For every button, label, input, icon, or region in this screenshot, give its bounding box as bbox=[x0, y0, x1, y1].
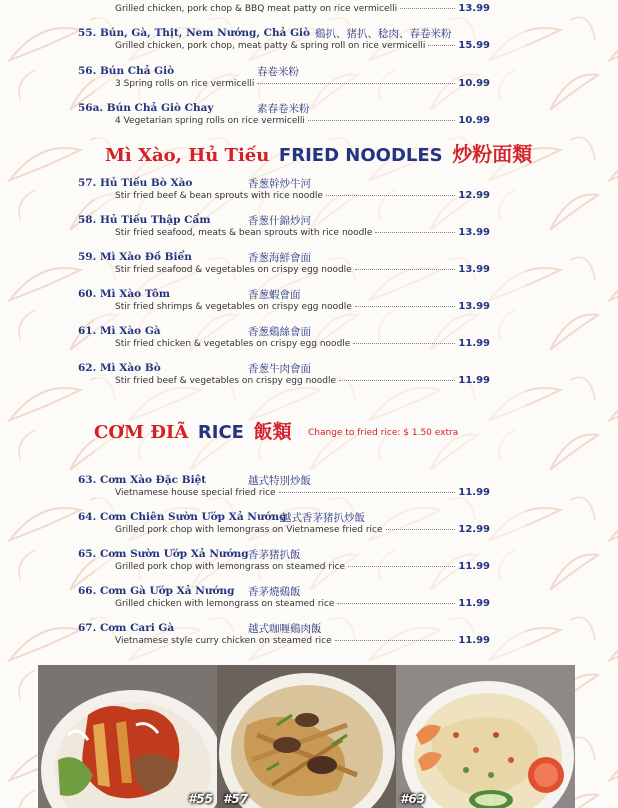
item-description: 3 Spring rolls on rice vermicelli bbox=[115, 79, 255, 89]
item-description: Grilled pork chop with lemongrass on steamed rice bbox=[115, 562, 346, 572]
item-name: 56a. Bún Chả Giò Chay bbox=[78, 102, 214, 114]
section-title-rice bbox=[94, 417, 292, 444]
item-price: 11.99 bbox=[458, 598, 490, 609]
item-chinese-name: 香茅燒鷄飯 bbox=[248, 586, 301, 598]
item-chinese-name: 越式香茅猪扒炒飯 bbox=[281, 512, 365, 524]
food-photo-strip bbox=[38, 665, 575, 808]
fried-rice-plate-illustration bbox=[396, 665, 575, 808]
item-description: Vietnamese style curry chicken on steamed rice bbox=[115, 636, 332, 646]
item-chinese-name: 春卷米粉 bbox=[257, 66, 299, 78]
item-price: 15.99 bbox=[458, 40, 490, 51]
item-chinese-name: 香葱海鮮會面 bbox=[248, 252, 311, 264]
item-name: 63. Cơm Xào Đặc Biệt bbox=[78, 474, 207, 486]
item-price: 11.99 bbox=[458, 375, 490, 386]
item-description: Stir fried beef & bean sprouts with rice noodle bbox=[115, 191, 323, 201]
stir-fried-noodle-illustration bbox=[217, 665, 396, 808]
item-description: Stir fried beef & vegetables on crispy egg noodle bbox=[115, 376, 337, 386]
dish-photo-63 bbox=[396, 665, 575, 808]
item-description: Grilled chicken, pork chop & BBQ meat patty on rice vermicelli bbox=[115, 4, 398, 14]
section-title-english: RICE bbox=[197, 422, 244, 443]
photo-label-63: #63 bbox=[400, 792, 426, 806]
section-title-vietnamese: CƠM ĐIÃ bbox=[94, 422, 189, 443]
item-description: 4 Vegetarian spring rolls on rice vermicelli bbox=[115, 116, 305, 126]
item-price: 10.99 bbox=[458, 78, 490, 89]
item-price: 11.99 bbox=[458, 561, 490, 572]
item-price: 13.99 bbox=[458, 3, 490, 14]
item-price: 12.99 bbox=[458, 524, 490, 535]
item-name: 65. Cơm Sườn Ướp Xả Nướng bbox=[78, 548, 249, 560]
item-description: Stir fried chicken & vegetables on crispy egg noodle bbox=[115, 339, 351, 349]
dish-photo-55 bbox=[38, 665, 217, 808]
item-name: 60. Mì Xào Tôm bbox=[78, 288, 170, 300]
section-title-chinese: 炒粉面類 bbox=[452, 142, 533, 166]
section-title-vietnamese: Mì Xào, Hủ Tiếu bbox=[105, 145, 270, 166]
item-name: 56. Bún Chả Giò bbox=[78, 65, 175, 77]
item-chinese-name: 香葱蝦會面 bbox=[248, 289, 301, 301]
item-description: Stir fried seafood & vegetables on crispy egg noodle bbox=[115, 265, 352, 275]
section-title-fried-noodles bbox=[105, 138, 532, 167]
section-title-chinese: 飯類 bbox=[253, 421, 292, 443]
item-price: 11.99 bbox=[458, 338, 490, 349]
item-name: 62. Mì Xào Bò bbox=[78, 362, 161, 374]
item-price: 10.99 bbox=[458, 115, 490, 126]
item-name: 66. Cơm Gà Ướp Xả Nướng bbox=[78, 585, 235, 597]
item-chinese-name: 香葱什錦炒河 bbox=[248, 215, 311, 227]
item-price: 13.99 bbox=[458, 264, 490, 275]
item-description: Stir fried seafood, meats & bean sprouts with rice noodle bbox=[115, 228, 373, 238]
item-description: Vietnamese house special fried rice bbox=[115, 488, 276, 498]
item-price: 13.99 bbox=[458, 227, 490, 238]
item-description: Grilled pork chop with lemongrass on Vietnamese fried rice bbox=[115, 525, 383, 535]
item-chinese-name: 越式特別炒飯 bbox=[248, 475, 311, 487]
item-name: 55. Bún, Gà, Thịt, Nem Nướng, Chả Giò bbox=[78, 27, 311, 39]
item-description: Stir fried shrimps & vegetables on crispy egg noodle bbox=[115, 302, 352, 312]
item-name: 61. Mì Xào Gà bbox=[78, 325, 161, 337]
vermicelli-bowl-illustration bbox=[38, 665, 217, 808]
item-price: 12.99 bbox=[458, 190, 490, 201]
fried-rice-upgrade-note: Change to fried rice: $ 1.50 extra bbox=[308, 428, 459, 438]
item-name: 57. Hủ Tiếu Bò Xào bbox=[78, 177, 193, 189]
dish-photo-57 bbox=[217, 665, 396, 808]
photo-label-55: #55 bbox=[187, 792, 213, 806]
item-chinese-name: 素春卷米粉 bbox=[257, 103, 310, 115]
item-chinese-name: 香葱牛肉會面 bbox=[248, 363, 311, 375]
item-chinese-name: 越式咖喱鷄肉飯 bbox=[248, 623, 322, 635]
item-name: 64. Cơm Chiên Sườn Ướp Xả Nướng bbox=[78, 511, 287, 523]
item-name: 58. Hủ Tiếu Thập Cẩm bbox=[78, 214, 211, 226]
section-title-english: FRIED NOODLES bbox=[278, 145, 443, 166]
item-description: Grilled chicken, pork chop, meat patty & spring roll on rice vermicelli bbox=[115, 41, 426, 51]
item-name: 59. Mì Xào Đồ Biển bbox=[78, 251, 192, 263]
item-chinese-name: 香葱鷄絲會面 bbox=[248, 326, 311, 338]
item-price: 13.99 bbox=[458, 301, 490, 312]
photo-label-57: #57 bbox=[223, 792, 249, 806]
item-chinese-name: 香茅猪扒飯 bbox=[248, 549, 301, 561]
item-chinese-name: 香葱幹炒牛河 bbox=[248, 178, 311, 190]
item-price: 11.99 bbox=[458, 635, 490, 646]
item-description: Grilled chicken with lemongrass on steamed rice bbox=[115, 599, 335, 609]
item-chinese-name: 鷄扒、猪扒、稔肉、春卷米粉 bbox=[315, 28, 452, 40]
item-price: 11.99 bbox=[458, 487, 490, 498]
item-name: 67. Cơm Cari Gà bbox=[78, 622, 175, 634]
